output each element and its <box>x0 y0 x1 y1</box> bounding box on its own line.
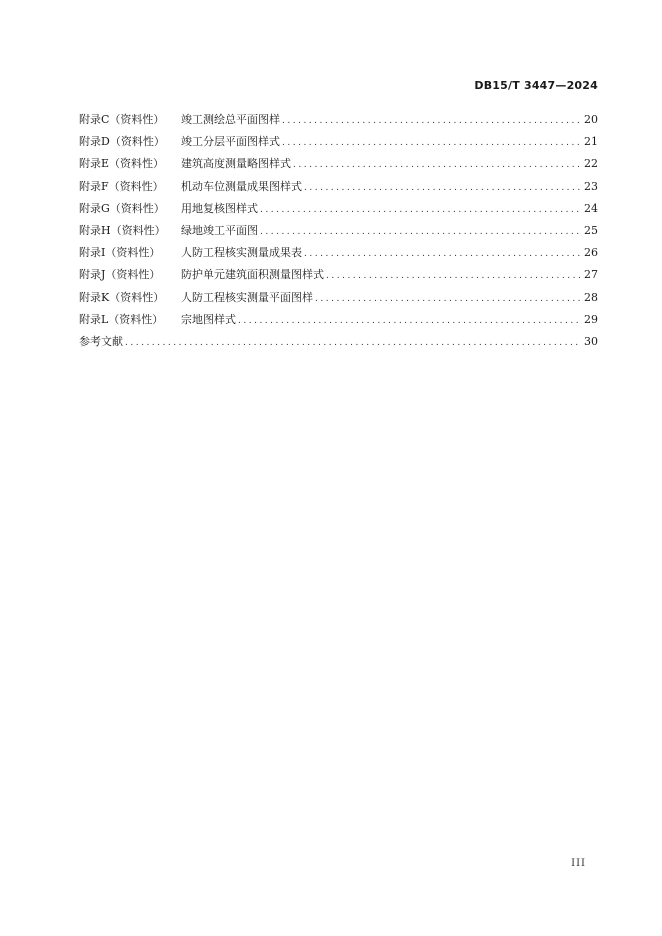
toc-entry-page: 21 <box>584 135 598 149</box>
toc-entry-appendix-i[interactable] <box>79 244 598 266</box>
toc-entry-title: 绿地竣工平面图 <box>181 223 258 237</box>
toc-entry-page: 30 <box>584 334 598 348</box>
toc-entry-appendix-f[interactable] <box>79 178 598 200</box>
standard-code: DB15/T 3447—2024 <box>474 79 598 92</box>
toc-leader-dots <box>125 339 580 348</box>
toc-entry-page: 22 <box>584 157 598 171</box>
toc-entry-title: 建筑高度测量略图样式 <box>181 157 291 171</box>
toc-entry-page: 26 <box>584 246 598 260</box>
toc-leader-dots <box>282 117 580 126</box>
toc-entry-page: 28 <box>584 290 598 304</box>
table-of-contents <box>79 111 598 355</box>
toc-leader-dots <box>260 228 580 237</box>
toc-entry-references[interactable] <box>79 333 598 355</box>
toc-entry-prefix: 附录H（资料性） <box>79 223 166 237</box>
toc-entry-page: 23 <box>584 179 598 193</box>
toc-leader-dots <box>304 250 580 259</box>
toc-leader-dots <box>315 295 580 304</box>
toc-entry-page: 27 <box>584 268 598 282</box>
toc-entry-title: 防护单元建筑面积测量图样式 <box>181 268 324 282</box>
toc-entry-title: 宗地图样式 <box>181 312 236 326</box>
toc-entry-page: 25 <box>584 223 598 237</box>
toc-entry-title: 人防工程核实测量成果表 <box>181 246 302 260</box>
toc-entry-prefix: 附录C（资料性） <box>79 113 165 126</box>
toc-leader-dots <box>304 184 580 193</box>
toc-entry-prefix: 附录L（资料性） <box>79 312 164 326</box>
toc-entry-appendix-k[interactable] <box>79 289 598 311</box>
toc-entry-appendix-h[interactable] <box>79 222 598 244</box>
page-number: III <box>571 858 586 869</box>
toc-entry-prefix: 附录G（资料性） <box>79 201 165 215</box>
toc-entry-prefix: 附录F（资料性） <box>79 179 164 193</box>
toc-entry-appendix-d[interactable] <box>79 133 598 155</box>
toc-entry-appendix-l[interactable] <box>79 311 598 333</box>
toc-leader-dots <box>238 317 580 326</box>
toc-entry-appendix-c[interactable] <box>79 111 598 133</box>
toc-leader-dots <box>282 139 580 148</box>
toc-entry-appendix-e[interactable] <box>79 155 598 177</box>
toc-leader-dots <box>326 272 580 281</box>
toc-entry-prefix: 附录K（资料性） <box>79 290 165 304</box>
toc-entry-prefix: 附录J（资料性） <box>79 268 161 282</box>
toc-entry-title: 人防工程核实测量平面图样 <box>181 290 313 304</box>
toc-entry-title: 竣工分层平面图样式 <box>181 135 280 149</box>
toc-entry-prefix: 附录I（资料性） <box>79 246 161 260</box>
toc-entry-prefix: 附录E（资料性） <box>79 157 165 171</box>
toc-entry-page: 20 <box>584 113 598 126</box>
toc-leader-dots <box>260 206 580 215</box>
toc-entry-page: 24 <box>584 201 598 215</box>
toc-entry-appendix-g[interactable] <box>79 200 598 222</box>
toc-entry-page: 29 <box>584 312 598 326</box>
toc-entry-title: 用地复核图样式 <box>181 201 258 215</box>
toc-entry-appendix-j[interactable] <box>79 266 598 288</box>
toc-entry-prefix: 附录D（资料性） <box>79 135 165 149</box>
toc-entry-title: 机动车位测量成果图样式 <box>181 179 302 193</box>
toc-entry-title: 竣工测绘总平面图样 <box>181 113 280 126</box>
toc-leader-dots <box>293 161 580 170</box>
toc-entry-title: 参考文献 <box>79 334 123 348</box>
